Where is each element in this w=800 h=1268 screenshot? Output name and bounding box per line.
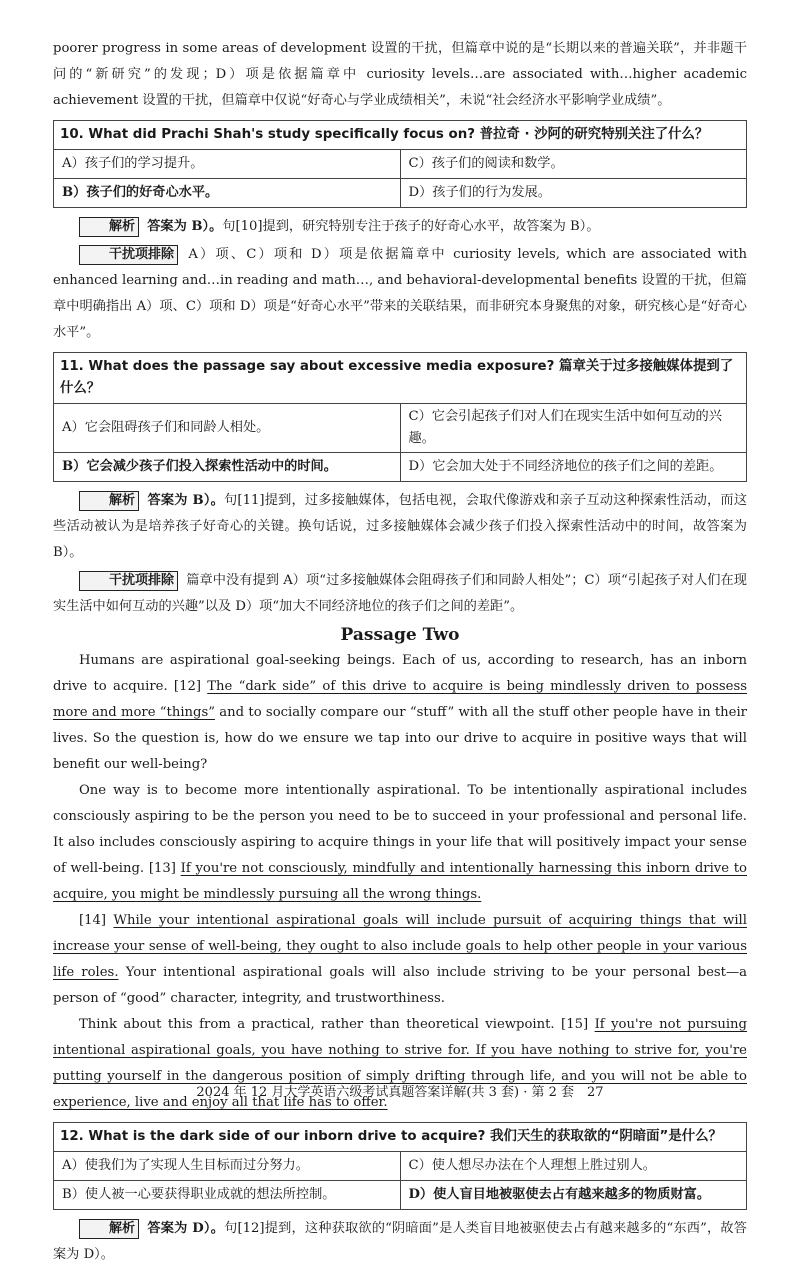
q10-option-b-correct: B）孩子们的好奇心水平。: [54, 179, 401, 208]
question-12-table: [53, 1122, 747, 1210]
q12-option-b: B）使人被一心要获得职业成就的想法所控制。: [54, 1181, 401, 1210]
q10-option-c: C）孩子们的阅读和数学。: [400, 150, 747, 179]
q10-option-d: D）孩子们的行为发展。: [400, 179, 747, 208]
analysis-label: 解析: [79, 491, 139, 511]
question-11-table: [53, 352, 747, 482]
q12-answer: 答案为 D）。: [147, 1221, 225, 1236]
q10-option-a: A）孩子们的学习提升。: [54, 150, 401, 179]
p1-underlined: The “dark side” of this drive to acquire is being mindlessly driven to possess more and more “things”: [53, 679, 747, 720]
p4-underlined: If you're not pursuing intentional aspirational goals, you have nothing to strive for. If you have nothing to strive for, you're putting yourself in the dangerous position of simply drifting through life, and you will not be able to experience, live and enjoy all that life has to offer.: [53, 1017, 747, 1110]
q11-option-d: D）它会加大处于不同经济地位的孩子们之间的差距。: [400, 453, 747, 482]
p4-text-a: Think about this from a practical, rather than theoretical viewpoint. [15]: [79, 1017, 595, 1032]
q11-distractor: [53, 568, 747, 620]
q11-option-b-correct: B）它会减少孩子们投入探索性活动中的时间。: [54, 453, 401, 482]
p3-text-b: Your intentional aspirational goals will also include striving to be your personal best—a person of “good” character, integrity, and trustworthiness.: [53, 965, 747, 1006]
question-10-stem: 10. What did Prachi Shah's study specifically focus on? 普拉奇 · 沙阿的研究特别关注了什么？: [54, 121, 747, 150]
q10-distractor: [53, 242, 747, 346]
passage-paragraph-1: [53, 648, 747, 778]
passage-paragraph-3: [53, 908, 747, 1012]
q12-analysis: [53, 1216, 747, 1268]
q10-answer: 答案为 B）。: [147, 219, 223, 234]
question-12-stem: 12. What is the dark side of our inborn drive to acquire? 我们天生的获取欲的“阴暗面”是什么？: [54, 1123, 747, 1152]
analysis-label: 解析: [79, 1219, 139, 1239]
analysis-label: 解析: [79, 217, 139, 237]
q11-analysis: [53, 488, 747, 566]
p2-text-a: One way is to become more intentionally aspirational. To be intentionally aspirational includes consciously aspiring to be the person you need to be to succeed in your professional and personal life. It also includes consciously aspiring to acquire things in your life that will positively impact your sense of well-being. [13]: [53, 783, 747, 876]
q12-option-c: C）使人想尽办法在个人理想上胜过别人。: [400, 1152, 747, 1181]
question-10-table: [53, 120, 747, 208]
page-footer: 2024 年 12 月大学英语六级考试真题答案详解(共 3 套) · 第 2 套 27: [196, 1085, 604, 1100]
q12-option-d-correct: D）使人盲目地被驱使去占有越来越多的物质财富。: [400, 1181, 747, 1210]
top-paragraph: poorer progress in some areas of development 设置的干扰，但篇章中说的是“长期以来的普遍关联”，并非题干问的“新研究”的发现；D）项是依据篇章中 curiosity levels…are associated with…higher academic achievement 设置的干扰，但篇章中仅说“好奇心与学业成绩相关”，未说“社会经济水平影响学业成绩”。: [53, 41, 747, 108]
distractor-label: 干扰项排除: [79, 245, 178, 265]
q10-analysis-text: 句[10]提到，研究特别专注于孩子的好奇心水平，故答案为 B）。: [222, 219, 600, 234]
p3-text-a: [14]: [79, 913, 114, 928]
q10-analysis: [53, 214, 747, 240]
q12-option-a: A）使我们为了实现人生目标而过分努力。: [54, 1152, 401, 1181]
distractor-label: 干扰项排除: [79, 571, 178, 591]
q11-answer: 答案为 B）。: [147, 493, 225, 508]
passage-title: Passage Two: [340, 625, 460, 645]
p3-underlined: While your intentional aspirational goals will include pursuit of acquiring things that will increase your sense of well-being, they ought to also include goals to help other people in your various life roles.: [53, 913, 747, 980]
q11-option-c: C）它会引起孩子们对人们在现实生活中如何互动的兴趣。: [400, 404, 747, 453]
q11-distractor-text: 篇章中没有提到 A）项“过多接触媒体会阻碍孩子们和同龄人相处”；C）项“引起孩子对人们在现实生活中如何互动的兴趣”以及 D）项“加大不同经济地位的孩子们之间的差距”。: [53, 573, 747, 614]
q11-option-a: A）它会阻碍孩子们和同龄人相处。: [54, 404, 401, 453]
question-11-stem: 11. What does the passage say about excessive media exposure? 篇章关于过多接触媒体提到了什么？: [54, 353, 747, 404]
p1-text-a: Humans are aspirational goal-seeking beings. Each of us, according to research, has an inborn drive to acquire. [12]: [53, 653, 747, 694]
q12-analysis-text: 句[12]提到，这种获取欲的“阴暗面”是人类盲目地被驱使去占有越来越多的“东西”，故答案为 D）。: [53, 1221, 747, 1262]
q11-analysis-text: 句[11]提到，过多接触媒体，包括电视，会取代像游戏和亲子互动这种探索性活动，而这些活动被认为是培养孩子好奇心的关键。换句话说，过多接触媒体会减少孩子们投入探索性活动中的时间，故答案为 B）。: [53, 493, 748, 560]
p2-underlined: If you're not consciously, mindfully and intentionally harnessing this inborn drive to acquire, you might be mindlessly pursuing all the wrong things.: [53, 861, 747, 902]
p1-text-b: and to socially compare our “stuff” with all the stuff other people have in their lives. So the question is, how do we ensure we tap into our drive to acquire in positive ways that will benefit our well-being?: [53, 705, 747, 772]
passage-paragraph-2: [53, 778, 747, 908]
q10-distractor-text: A）项、C）项和 D）项是依据篇章中 curiosity levels, which are associated with enhanced learning and…in reading and math…, and behavioral-developmental benefits 设置的干扰，但篇章中明确指出 A）项、C）项和 D）项是“好奇心水平”带来的关联结果，而非研究本身聚焦的对象，研究核心是“好奇心水平”。: [53, 247, 747, 340]
